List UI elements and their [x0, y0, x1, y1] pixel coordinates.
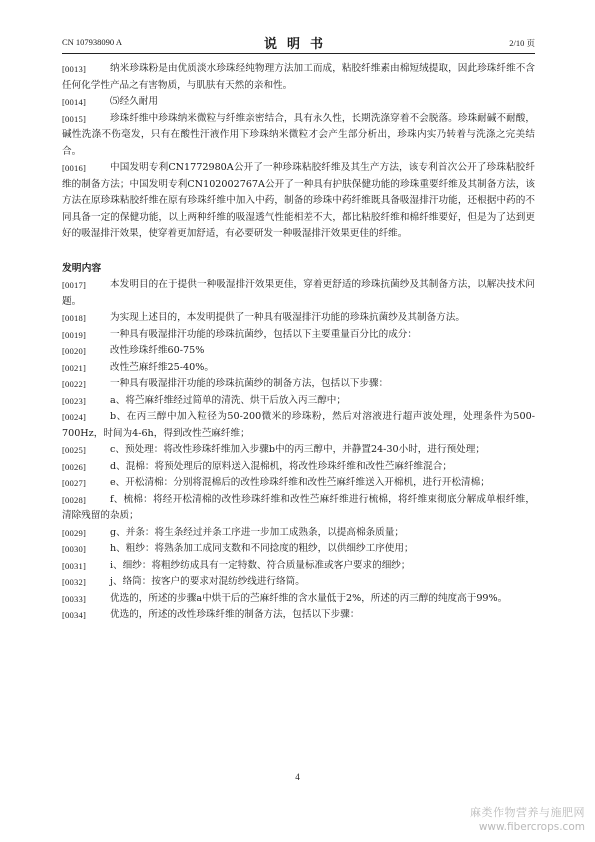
paragraph — [62, 393, 535, 410]
paragraph — [62, 525, 535, 542]
background-paragraphs — [62, 61, 535, 243]
page-indicator: 2/10 页 — [509, 38, 535, 48]
paragraph-number: [0033] — [62, 593, 87, 604]
paragraph-text: c、预处理：将改性珍珠纤维加入步骤b中的丙三醇中，并静置24-30小时，进行预处理； — [110, 444, 485, 455]
paragraph-number: [0028] — [62, 494, 87, 505]
page-number: 4 — [295, 772, 300, 782]
paragraph — [62, 343, 535, 360]
paragraph-number: [0026] — [62, 461, 87, 472]
paragraph — [62, 310, 535, 327]
paragraph — [62, 607, 535, 624]
watermark-url: www.fibercrops.com — [478, 821, 585, 833]
paragraph-number: [0029] — [62, 527, 87, 538]
paragraph-number: [0017] — [62, 280, 87, 290]
paragraph-text: 一种具有吸湿排汗功能的珍珠抗菌纱的制备方法，包括以下步骤： — [110, 378, 389, 389]
paragraph-number: [0016] — [62, 163, 87, 173]
paragraph-text: f、梳棉：将经开松清棉的改性珍珠纤维和改性苎麻纤维进行梳棉，将纤维束彻底分解成单根纤维，清除残留的杂质； — [62, 493, 535, 521]
publication-number: CN 107938090 A — [62, 37, 122, 47]
paragraph-number: [0025] — [62, 445, 87, 455]
paragraph — [62, 409, 535, 442]
paragraph-text: 为实现上述目的，本发明提供了一种具有吸湿排汗功能的珍珠抗菌纱及其制备方法。 — [110, 312, 465, 323]
paragraph — [62, 327, 535, 344]
paragraph-text: 优选的，所述的改性珍珠纤维的制备方法，包括以下步骤： — [110, 609, 360, 620]
paragraph-text: ⑸经久耐用 — [110, 96, 158, 107]
paragraph-text: b、在丙三醇中加入粒径为50-200微米的珍珠粉，然后对溶液进行超声波处理，处理条件为500-700Hz，时间为4-6h，得到改性苎麻纤维； — [62, 411, 535, 439]
paragraph-number: [0023] — [62, 395, 87, 406]
paragraph-text: 珍珠纤维中珍珠纳米微粒与纤维亲密结合，具有永久性，长期洗涤穿着不会脱落。珍珠耐碱不耐酸，碱性洗涤不伤毫发，只有在酸性汗液作用下珍珠纳米微粒才会产生部分析出，珍珠内实乃转着与洗涤之完美结合。 — [62, 112, 535, 157]
paragraph-text: 改性苎麻纤维25-40%。 — [110, 361, 214, 373]
paragraph-text: 纳米珍珠粉是由优质淡水珍珠经纯物理方法加工而成，粘胶纤维素由棉短绒提取，因此珍珠纤维不含任何化学性产品之有害物质，与肌肤有天然的亲和性。 — [62, 63, 535, 91]
paragraph-text: h、粗纱：将熟条加工成同支数和不同捻度的粗纱，以供细纱工序使用； — [110, 543, 414, 554]
paragraph-text: 优选的，所述的步骤a中烘干后的苎麻纤维的含水量低于2%，所述的丙三醇的纯度高于99%。 — [110, 592, 508, 604]
paragraph-number: [0034] — [62, 610, 87, 620]
paragraph-number: [0022] — [62, 379, 87, 389]
paragraph-number: [0019] — [62, 329, 87, 340]
paragraph-number: [0018] — [62, 313, 87, 323]
paragraph — [62, 475, 535, 492]
paragraph-number: [0032] — [62, 577, 87, 587]
paragraph — [62, 442, 535, 459]
paragraph — [62, 459, 535, 476]
paragraph-number: [0020] — [62, 346, 87, 356]
paragraph-number: [0031] — [62, 560, 87, 571]
watermark — [470, 806, 585, 834]
paragraph — [62, 360, 535, 377]
paragraph — [62, 574, 535, 591]
paragraph-number: [0030] — [62, 544, 87, 554]
paragraph — [62, 376, 535, 393]
paragraph-text: 本发明目的在于提供一种吸湿排汗效果更佳，穿着更舒适的珍珠抗菌纱及其制备方法，以解决技术问题。 — [62, 279, 535, 307]
paragraph-text: 一种具有吸湿排汗功能的珍珠抗菌纱，包括以下主要重量百分比的成分： — [110, 328, 417, 340]
paragraph — [62, 94, 535, 111]
paragraph-text: i、细纱：将粗纱纺成具有一定特数、符合质量标准或客户要求的细纱； — [110, 559, 411, 571]
paragraph — [62, 492, 535, 525]
section-heading: 发明内容 — [62, 262, 102, 274]
paragraph-text: 改性珍珠纤维60-75% — [110, 345, 205, 356]
paragraph-text: 中国发明专利CN1772980A公开了一种珍珠粘胶纤维及其生产方法，该专利首次公开了珍珠粘胶纤维的制备方法；中国发明专利CN102002767A公开了一种具有护肤保健功能的珍珠重要纤维及其制备方法，该方法在原珍珠粘胶纤维在原有珍珠纤维中加入中药，制备的珍珠中药纤维既具备吸湿排汗功能，还根据中药的不同具备一定的保健功能，以上两种纤维的吸湿透气性能相差不大，都比粘胶纤维和棉纤维要好，但是为了达到更好的吸湿排汗效果，使穿着更加舒适，有必要研发一种吸湿排汗效果更佳的纤维。 — [62, 162, 535, 239]
paragraph — [62, 111, 535, 161]
paragraph-number: [0021] — [62, 362, 87, 373]
document-header — [62, 33, 535, 54]
document-body — [62, 61, 535, 624]
paragraph-number: [0024] — [62, 412, 87, 422]
paragraph-number: [0014] — [62, 97, 87, 107]
paragraph-text: j、络筒：按客户的要求对混纺纱线进行络筒。 — [110, 576, 305, 587]
paragraph — [62, 61, 535, 94]
paragraph-text: a、将苎麻纤维经过简单的清洗、烘干后放入丙三醇中； — [110, 394, 346, 406]
paragraph-text: e、开松清棉：分别将混棉后的改性珍珠纤维和改性苎麻纤维送入开棉机，进行开松清棉； — [110, 477, 490, 488]
document-title: 说明书 — [263, 37, 333, 52]
paragraph-number: [0027] — [62, 478, 87, 488]
paragraph-text: g、并条：将生条经过并条工序进一步加工成熟条，以提高棉条质量； — [110, 526, 404, 538]
paragraph — [62, 541, 535, 558]
paragraph — [62, 160, 535, 243]
paragraph — [62, 591, 535, 608]
paragraph — [62, 558, 535, 575]
paragraph-text: d、混棉：将预处理后的原料送入混棉机，将改性珍珠纤维和改性苎麻纤维混合； — [110, 460, 452, 472]
invention-paragraphs — [62, 277, 535, 624]
watermark-site-name: 麻类作物营养与施肥网 — [470, 806, 585, 819]
paragraph — [62, 277, 535, 310]
paragraph-number: [0013] — [62, 64, 87, 74]
paragraph-number: [0015] — [62, 113, 87, 124]
